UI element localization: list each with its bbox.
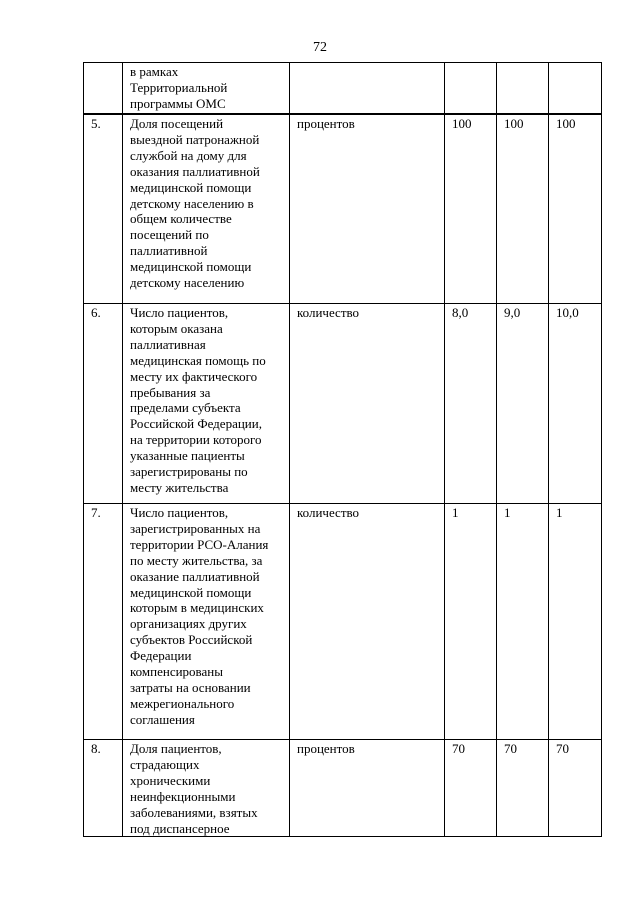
indicator-name-cell: Число пациентов, которым оказана паллиативная медицинская помощь по месту их фактического пребывания за пределами субъекта Российской Федерации, на территории которого указанные пациенты зарегистрированы по месту жительства bbox=[123, 304, 290, 504]
row-number-cell: 6. bbox=[84, 304, 123, 504]
value-cell-3: 1 bbox=[549, 504, 602, 740]
table-row bbox=[84, 504, 602, 740]
table-row bbox=[84, 740, 602, 837]
value-cell-1: 8,0 bbox=[445, 304, 497, 504]
indicators-table bbox=[83, 62, 602, 837]
unit-cell: количество bbox=[290, 504, 445, 740]
table-row bbox=[84, 63, 602, 115]
row-number-cell: 7. bbox=[84, 504, 123, 740]
value-cell-3: 10,0 bbox=[549, 304, 602, 504]
indicator-name-cell: Доля посещений выездной патронажной службой на дому для оказания паллиативной медицинской помощи детскому населению в общем количестве посещений по паллиативной медицинской помощи детскому населению bbox=[123, 114, 290, 304]
unit-cell: процентов bbox=[290, 740, 445, 837]
value-cell-2: 70 bbox=[497, 740, 549, 837]
value-cell-2 bbox=[497, 63, 549, 115]
value-cell-1: 70 bbox=[445, 740, 497, 837]
value-cell-3 bbox=[549, 63, 602, 115]
indicator-name-cell: в рамках Территориальной программы ОМС bbox=[123, 63, 290, 115]
value-cell-1: 100 bbox=[445, 114, 497, 304]
value-cell-2: 1 bbox=[497, 504, 549, 740]
unit-cell: процентов bbox=[290, 114, 445, 304]
indicator-name-cell: Число пациентов, зарегистрированных на территории РСО-Алания по месту жительства, за оказание паллиативной медицинской помощи которым в медицинских организациях других субъектов Российской Федерации компенсированы затраты на основании межрегионального соглашения bbox=[123, 504, 290, 740]
value-cell-2: 100 bbox=[497, 114, 549, 304]
value-cell-3: 100 bbox=[549, 114, 602, 304]
value-cell-1 bbox=[445, 63, 497, 115]
value-cell-3: 70 bbox=[549, 740, 602, 837]
value-cell-2: 9,0 bbox=[497, 304, 549, 504]
row-number-cell: 8. bbox=[84, 740, 123, 837]
table-row bbox=[84, 114, 602, 304]
table-row bbox=[84, 304, 602, 504]
unit-cell bbox=[290, 63, 445, 115]
value-cell-1: 1 bbox=[445, 504, 497, 740]
row-number-cell: 5. bbox=[84, 114, 123, 304]
indicator-name-cell: Доля пациентов, страдающих хроническими неинфекционными заболеваниями, взятых под диспансерное bbox=[123, 740, 290, 837]
page-number: 72 bbox=[313, 40, 327, 55]
unit-cell: количество bbox=[290, 304, 445, 504]
row-number-cell bbox=[84, 63, 123, 115]
